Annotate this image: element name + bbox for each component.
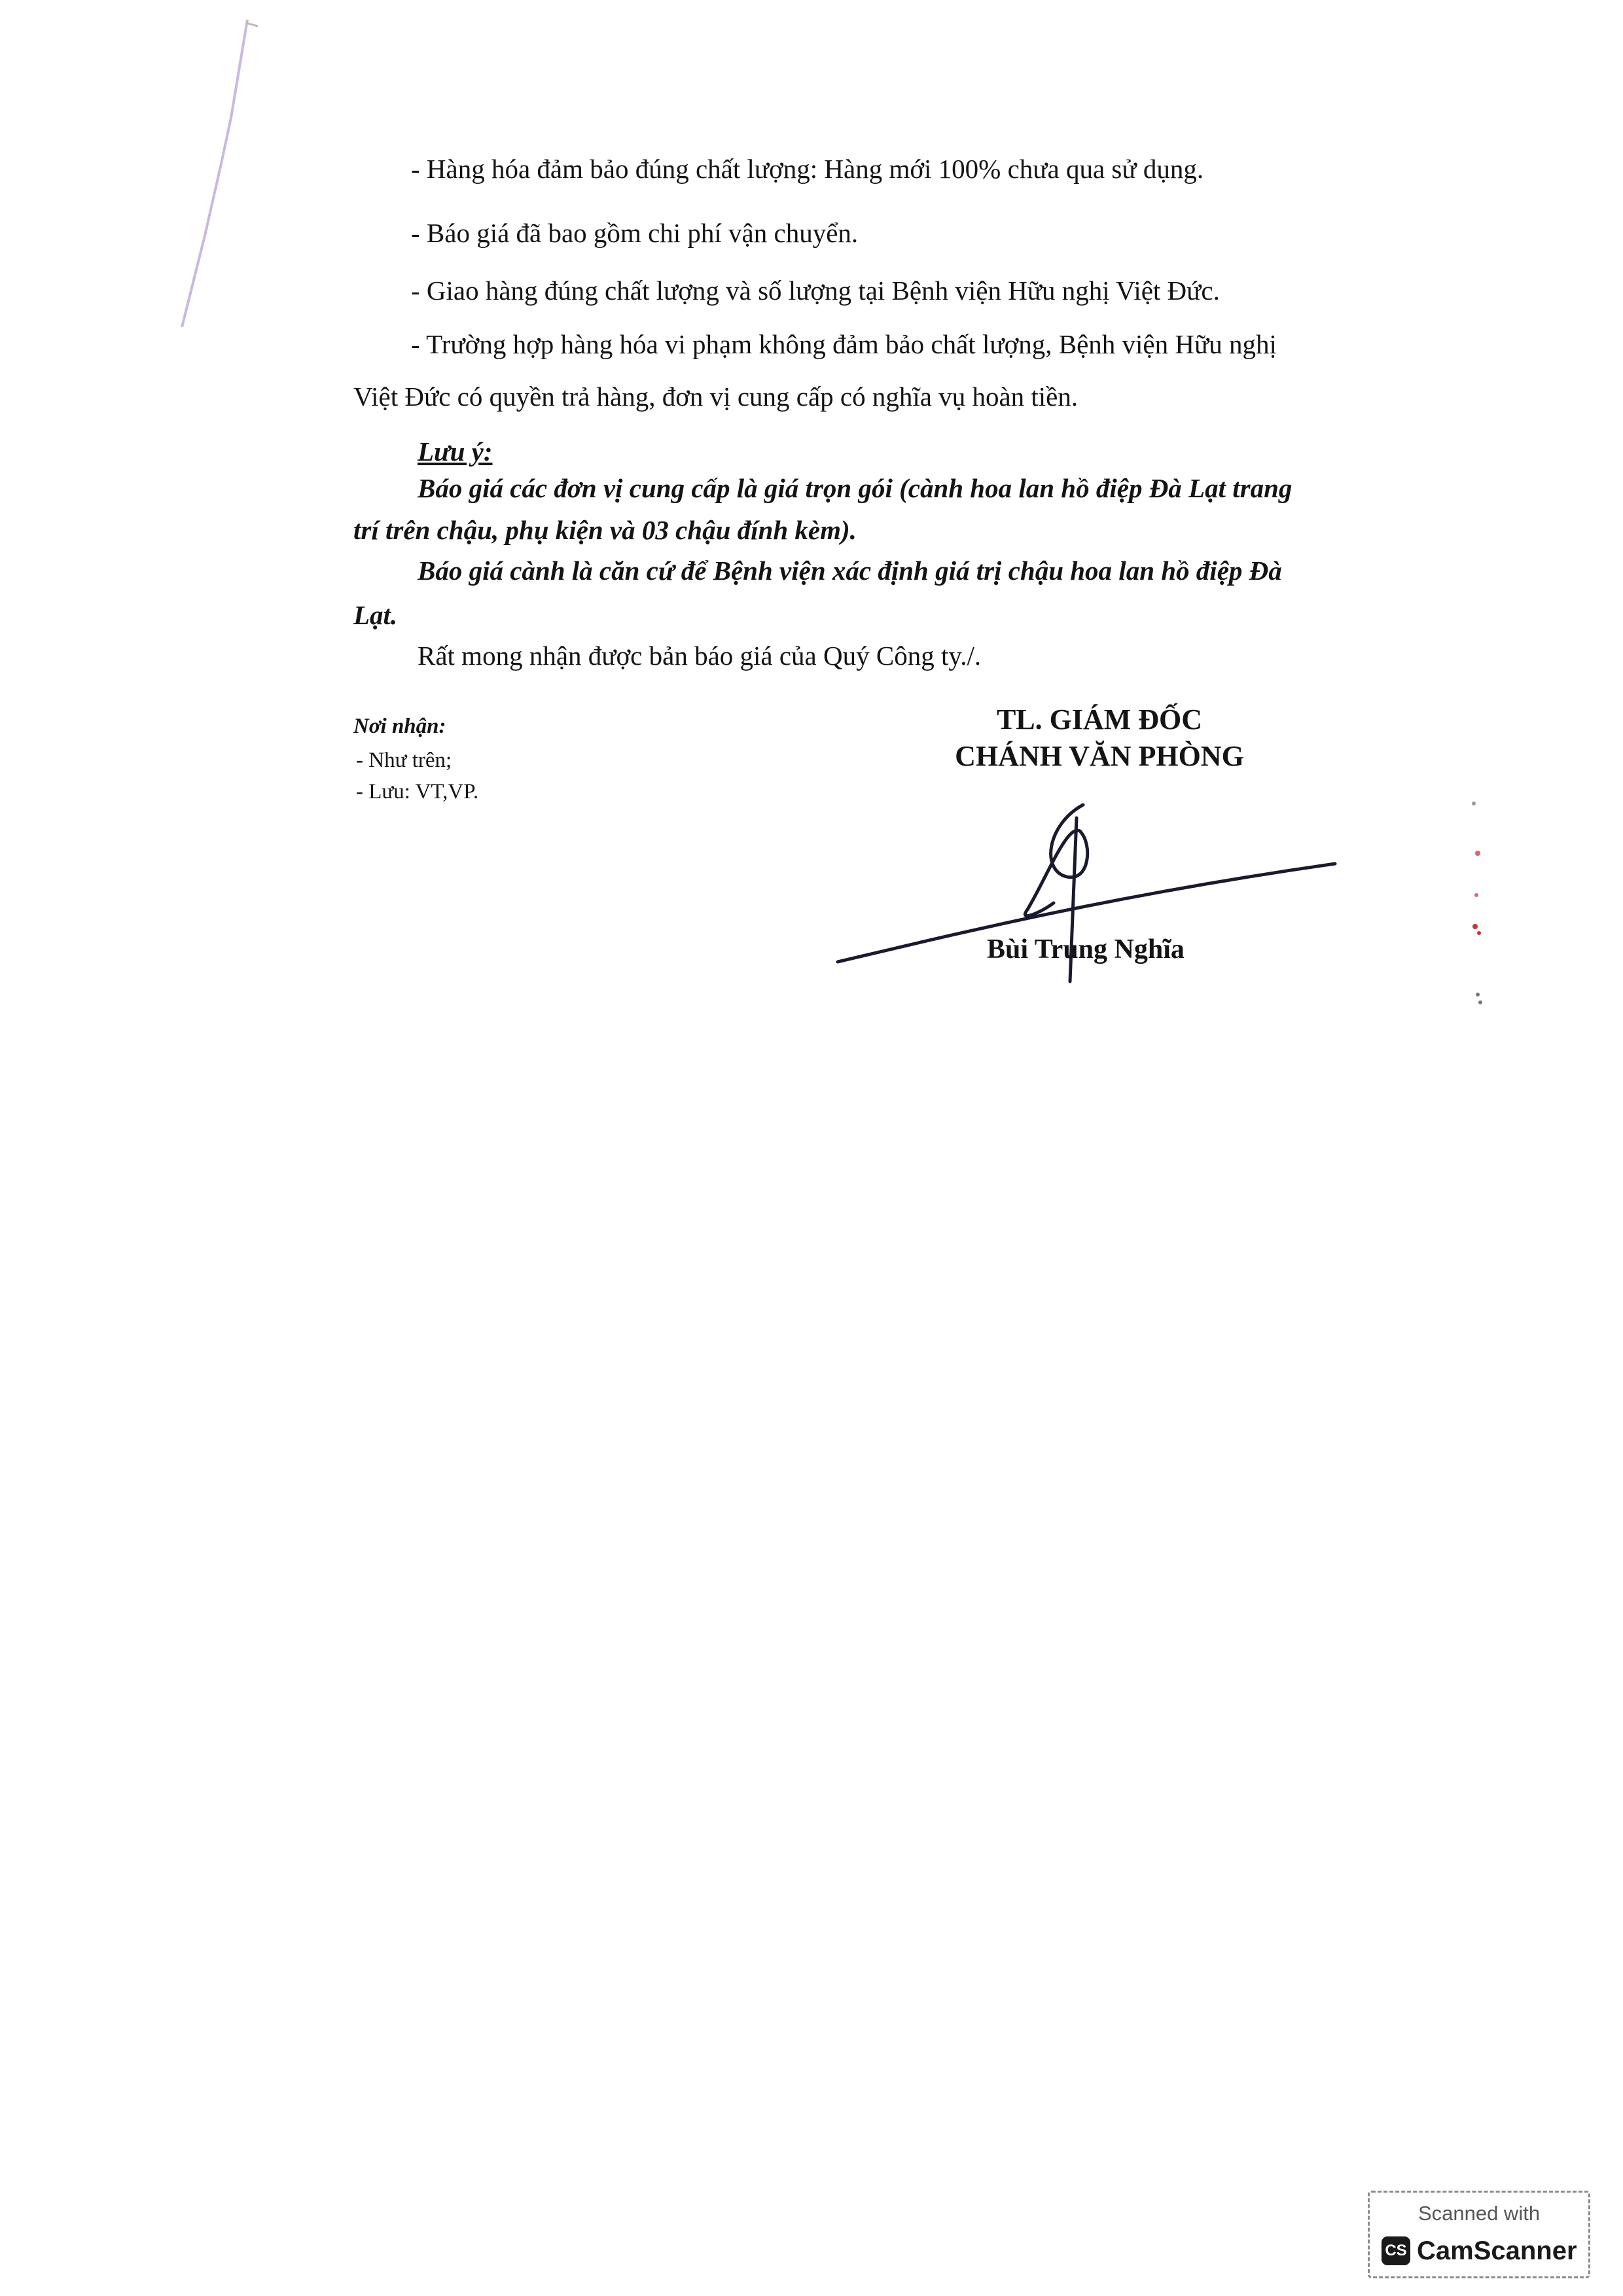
- note-paragraph-1-line-1: Báo giá các đơn vị cung cấp là giá trọn gói (cành hoa lan hồ điệp Đà Lạt trang: [418, 473, 1293, 503]
- recipients-heading: Nơi nhận:: [353, 715, 446, 738]
- note-paragraph-2-line-2: Lạt.: [353, 600, 398, 630]
- scan-noise-specks: [1459, 798, 1499, 1021]
- bullet-violation: - Trường hợp hàng hóa vi phạm không đảm bảo chất lượng, Bệnh viện Hữu nghị: [411, 329, 1277, 359]
- note-paragraph-1-line-2: trí trên chậu, phụ kiện và 03 chậu đính kèm).: [353, 515, 857, 545]
- camscanner-logo-icon: CS: [1382, 2236, 1410, 2265]
- recipient-item: - Lưu: VT,VP.: [356, 780, 479, 804]
- watermark-brand: CamScanner: [1417, 2236, 1577, 2265]
- bullet-shipping: - Báo giá đã bao gồm chi phí vận chuyển.: [411, 218, 859, 248]
- signer-name: Bùi Trung Nghĩa: [987, 934, 1185, 964]
- signatory-position: CHÁNH VĂN PHÒNG: [955, 740, 1244, 772]
- bullet-violation-continued: Việt Đức có quyền trả hàng, đơn vị cung cấp có nghĩa vụ hoàn tiền.: [353, 381, 1079, 412]
- closing-sentence: Rất mong nhận được bản báo giá của Quý Công ty./.: [418, 641, 982, 671]
- scan-edge-artifact: [143, 20, 274, 327]
- bullet-quality: - Hàng hóa đảm bảo đúng chất lượng: Hàng mới 100% chưa qua sử dụng.: [411, 154, 1204, 184]
- bullet-delivery: - Giao hàng đúng chất lượng và số lượng tại Bệnh viện Hữu nghị Việt Đức.: [411, 275, 1220, 306]
- watermark-caption: Scanned with: [1418, 2202, 1541, 2225]
- signatory-title: TL. GIÁM ĐỐC: [996, 703, 1203, 735]
- note-paragraph-2-line-1: Báo giá cành là căn cứ để Bệnh viện xác định giá trị chậu hoa lan hồ điệp Đà: [418, 556, 1282, 586]
- recipient-item: - Như trên;: [356, 749, 452, 772]
- note-heading: Lưu ý:: [418, 436, 493, 467]
- camscanner-watermark: [1368, 2191, 1590, 2278]
